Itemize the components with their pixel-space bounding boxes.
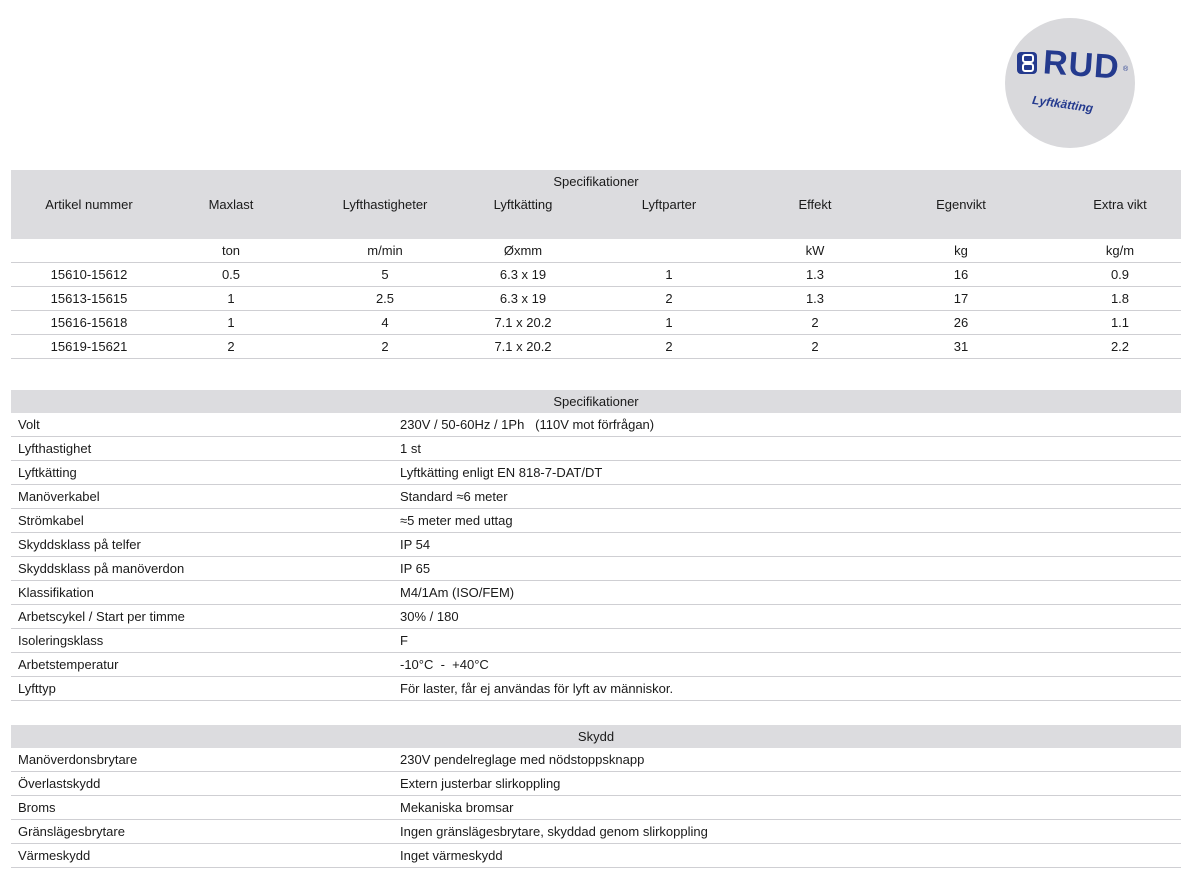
- col-header: Lyftparter: [641, 197, 697, 212]
- table-row: [11, 772, 1181, 796]
- table-cell: 15616-15618: [50, 315, 128, 330]
- unit-cell: m/min: [367, 243, 403, 258]
- spec-table-header: [11, 193, 1181, 216]
- row-value: -10°C - +40°C: [400, 657, 489, 672]
- table-row: [11, 653, 1181, 677]
- table-cell: 1: [227, 315, 235, 330]
- table-cell: 2: [665, 291, 673, 306]
- protection-table: [11, 725, 1181, 868]
- table-cell: 16: [953, 267, 969, 282]
- protection-table-title: Skydd: [11, 725, 1181, 748]
- table-cell: 2.5: [375, 291, 395, 306]
- details-table-title: Specifikationer: [11, 390, 1181, 413]
- table-row: [11, 413, 1181, 437]
- table-row: [11, 287, 1181, 311]
- table-cell: 2: [811, 339, 819, 354]
- unit-cell: [11, 239, 167, 262]
- row-label: Volt: [18, 417, 40, 432]
- row-value: IP 54: [400, 537, 431, 552]
- table-cell: 2: [381, 339, 389, 354]
- row-label: Strömkabel: [18, 513, 84, 528]
- row-label: Manöverkabel: [18, 489, 100, 504]
- row-value: Lyftkätting enligt EN 818-7-DAT/DT: [400, 465, 603, 480]
- table-cell: 0.5: [221, 267, 241, 282]
- unit-cell: kg: [954, 243, 968, 258]
- table-cell: 2: [227, 339, 235, 354]
- col-header: Maxlast: [208, 197, 254, 212]
- table-row: [11, 311, 1181, 335]
- col-header: Artikel nummer: [45, 197, 133, 212]
- table-row: [11, 748, 1181, 772]
- table-row: [11, 796, 1181, 820]
- row-value: Mekaniska bromsar: [400, 800, 514, 815]
- col-header: Lyfthastigheter: [342, 197, 428, 212]
- row-value: Standard ≈6 meter: [400, 489, 508, 504]
- table-row: [11, 677, 1181, 701]
- row-value: ≈5 meter med uttag: [400, 513, 513, 528]
- table-cell: 1: [665, 315, 673, 330]
- table-cell: 5: [381, 267, 389, 282]
- units-row: [11, 239, 1181, 263]
- unit-cell: ton: [221, 243, 241, 258]
- logo-subtitle: Lyftkätting: [1031, 92, 1095, 116]
- row-label: Arbetscykel / Start per timme: [18, 609, 185, 624]
- table-cell: 1: [227, 291, 235, 306]
- table-cell: 31: [953, 339, 969, 354]
- row-label: Skyddsklass på telfer: [18, 537, 141, 552]
- table-cell: 1.3: [805, 267, 825, 282]
- row-label: Lyfttyp: [18, 681, 56, 696]
- table-cell: 1: [665, 267, 673, 282]
- row-value: Inget värmeskydd: [400, 848, 503, 863]
- table-row: [11, 263, 1181, 287]
- row-label: Isoleringsklass: [18, 633, 104, 648]
- col-header: Extra vikt: [1093, 197, 1147, 212]
- table-row: [11, 335, 1181, 359]
- table-row: [11, 557, 1181, 581]
- table-cell: 15613-15615: [50, 291, 128, 306]
- row-label: Broms: [18, 800, 56, 815]
- rud-logo: [1005, 18, 1135, 148]
- table-cell: 17: [953, 291, 969, 306]
- row-value: 230V / 50-60Hz / 1Ph (110V mot förfrågan): [400, 417, 655, 432]
- row-value: 30% / 180: [400, 609, 459, 624]
- table-row: [11, 581, 1181, 605]
- unit-cell: Øxmm: [503, 243, 543, 258]
- details-table: [11, 390, 1181, 701]
- logo-brand: RUD: [1041, 43, 1121, 87]
- row-label: Lyfthastighet: [18, 441, 92, 456]
- table-row: [11, 533, 1181, 557]
- row-label: Skyddsklass på manöverdon: [18, 561, 185, 576]
- unit-cell: [571, 239, 767, 262]
- row-label: Manöverdonsbrytare: [18, 752, 138, 767]
- row-label: Gränslägesbrytare: [18, 824, 125, 839]
- row-label: Överlastskydd: [18, 776, 101, 791]
- row-label: Värmeskydd: [18, 848, 91, 863]
- spec-table: [11, 170, 1181, 359]
- row-value: 1 st: [400, 441, 421, 456]
- row-label: Klassifikation: [18, 585, 94, 600]
- logo-registered-mark: ®: [1123, 66, 1129, 73]
- row-value: Ingen gränslägesbrytare, skyddad genom slirkoppling: [400, 824, 708, 839]
- row-value: Extern justerbar slirkoppling: [400, 776, 561, 791]
- row-value: 230V pendelreglage med nödstoppsknapp: [400, 752, 645, 767]
- table-cell: 2: [665, 339, 673, 354]
- table-cell: 15610-15612: [50, 267, 128, 282]
- spec-table-title: Specifikationer: [11, 170, 1181, 193]
- table-cell: 7.1 x 20.2: [494, 315, 552, 330]
- col-header: Egenvikt: [936, 197, 986, 212]
- chain-link-icon: [1017, 52, 1037, 74]
- row-label: Lyftkätting: [18, 465, 77, 480]
- table-row: [11, 629, 1181, 653]
- table-cell: 7.1 x 20.2: [494, 339, 552, 354]
- table-row: [11, 844, 1181, 868]
- row-value: F: [400, 633, 408, 648]
- table-cell: 15619-15621: [50, 339, 128, 354]
- table-cell: 1.8: [1110, 291, 1130, 306]
- unit-cell: kg/m: [1105, 243, 1135, 258]
- table-cell: 2.2: [1110, 339, 1130, 354]
- table-cell: 6.3 x 19: [499, 267, 547, 282]
- table-cell: 6.3 x 19: [499, 291, 547, 306]
- table-cell: 1.1: [1110, 315, 1130, 330]
- col-header: Effekt: [798, 197, 832, 212]
- table-row: [11, 461, 1181, 485]
- table-row: [11, 605, 1181, 629]
- row-value: M4/1Am (ISO/FEM): [400, 585, 515, 600]
- table-row: [11, 820, 1181, 844]
- table-row: [11, 509, 1181, 533]
- row-value: IP 65: [400, 561, 431, 576]
- table-cell: 1.3: [805, 291, 825, 306]
- table-cell: 4: [381, 315, 389, 330]
- table-cell: 26: [953, 315, 969, 330]
- header-spacer: [11, 216, 1181, 239]
- table-cell: 0.9: [1110, 267, 1130, 282]
- table-cell: 2: [811, 315, 819, 330]
- row-value: För laster, får ej användas för lyft av människor.: [400, 681, 674, 696]
- col-header: Lyftkätting: [493, 197, 553, 212]
- table-row: [11, 437, 1181, 461]
- row-label: Arbetstemperatur: [18, 657, 119, 672]
- table-row: [11, 485, 1181, 509]
- unit-cell: kW: [805, 243, 825, 258]
